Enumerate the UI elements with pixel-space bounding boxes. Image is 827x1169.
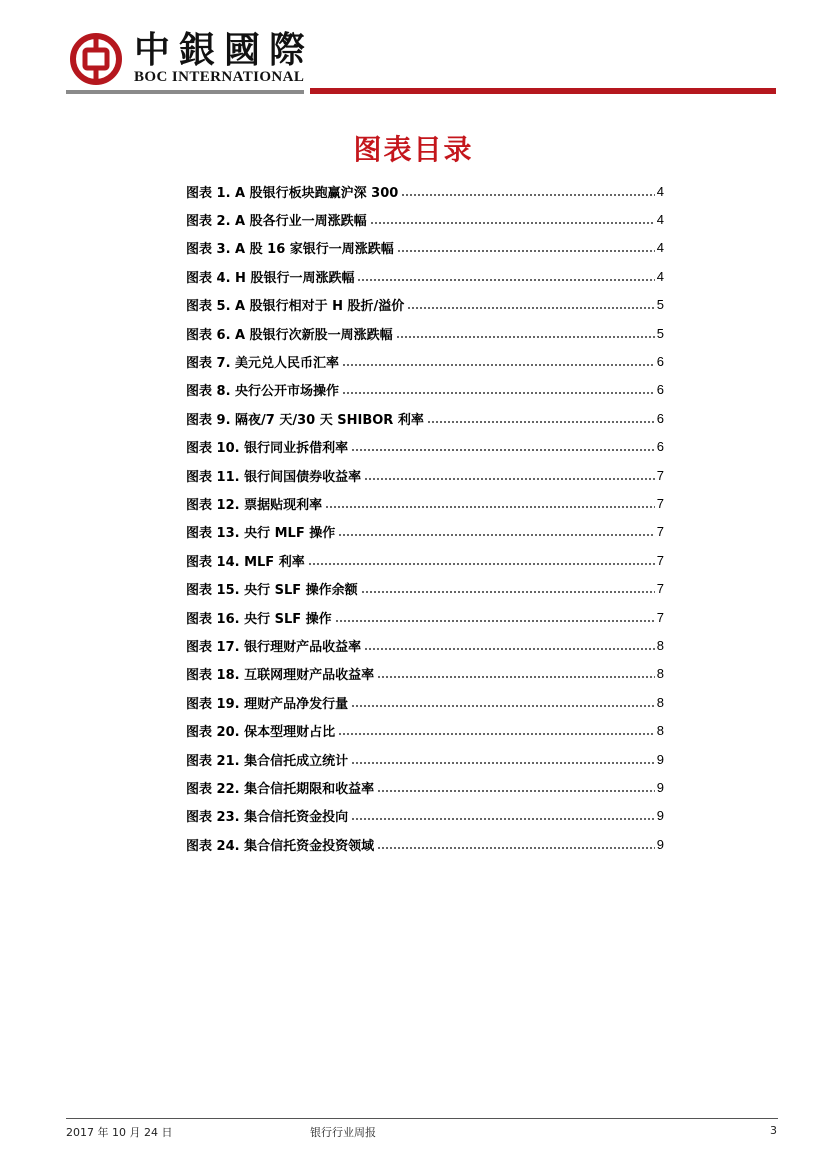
toc-leader-dots xyxy=(338,733,655,735)
toc-entry[interactable] xyxy=(186,376,664,404)
toc-entry-page: 9 xyxy=(656,836,664,852)
toc-entry-label: 图表 14. MLF 利率 xyxy=(186,554,305,570)
toc-entry-label: 图表 10. 银行同业拆借利率 xyxy=(186,441,349,457)
toc-entry-label: 图表 19. 理财产品净发行量 xyxy=(186,696,349,712)
toc-entry-page: 7 xyxy=(656,467,664,483)
toc-entry-label: 图表 18. 互联网理财产品收益率 xyxy=(186,668,375,684)
toc-leader-dots xyxy=(342,392,655,394)
toc-leader-dots xyxy=(351,705,655,707)
toc-entry-page: 9 xyxy=(656,779,664,795)
toc-entry-page: 5 xyxy=(656,325,664,341)
toc-entry-label: 图表 4. H 股银行一周涨跌幅 xyxy=(186,270,355,286)
toc-entry-page: 7 xyxy=(656,581,664,597)
toc-entry-page: 8 xyxy=(656,637,664,653)
toc-leader-dots xyxy=(407,307,654,309)
toc-entry[interactable] xyxy=(186,688,664,716)
toc-leader-dots xyxy=(361,591,655,593)
toc-leader-dots xyxy=(377,676,655,678)
toc-entry-page: 7 xyxy=(656,524,664,540)
header-rule-red xyxy=(310,88,776,94)
toc-leader-dots xyxy=(308,563,655,565)
toc-entry-label: 图表 20. 保本型理财占比 xyxy=(186,725,336,741)
toc-entry[interactable] xyxy=(186,745,664,773)
toc-leader-dots xyxy=(364,478,655,480)
toc-entry[interactable] xyxy=(186,518,664,546)
toc-leader-dots xyxy=(401,194,654,196)
toc-leader-dots xyxy=(370,222,655,224)
toc-entry-label: 图表 16. 央行 SLF 操作 xyxy=(186,611,332,627)
toc-entry[interactable] xyxy=(186,802,664,830)
toc-leader-dots xyxy=(377,847,655,849)
toc-entry[interactable] xyxy=(186,574,664,602)
toc-entry[interactable] xyxy=(186,461,664,489)
toc-leader-dots xyxy=(364,648,655,650)
toc-entry[interactable] xyxy=(186,830,664,858)
footer-date: 2017 年 10 月 24 日 xyxy=(66,1126,173,1139)
toc-entry-page: 5 xyxy=(656,297,664,313)
page-header xyxy=(66,30,778,100)
toc-entry-label: 图表 3. A 股 16 家银行一周涨跌幅 xyxy=(186,242,394,258)
toc-entry-label: 图表 2. A 股各行业一周涨跌幅 xyxy=(186,214,367,230)
toc-leader-dots xyxy=(325,506,655,508)
toc-entry-label: 图表 21. 集合信托成立统计 xyxy=(186,753,349,769)
toc-entry[interactable] xyxy=(186,716,664,744)
toc-entry-label: 图表 9. 隔夜/7 天/30 天 SHIBOR 利率 xyxy=(186,412,424,428)
toc-leader-dots xyxy=(335,620,655,622)
toc-entry-page: 6 xyxy=(656,439,664,455)
toc-leader-dots xyxy=(338,534,655,536)
toc-entry-page: 6 xyxy=(656,354,664,370)
toc-entry-page: 4 xyxy=(656,212,664,228)
toc-entry-page: 8 xyxy=(656,723,664,739)
toc-entry-page: 8 xyxy=(656,666,664,682)
toc-leader-dots xyxy=(351,818,655,820)
toc-entry-page: 4 xyxy=(656,240,664,256)
toc-entry[interactable] xyxy=(186,603,664,631)
toc-entry[interactable] xyxy=(186,234,664,262)
toc-entry[interactable] xyxy=(186,489,664,517)
toc-entry[interactable] xyxy=(186,347,664,375)
toc-entry[interactable] xyxy=(186,404,664,432)
footer-rule xyxy=(66,1118,778,1119)
toc-entry-label: 图表 7. 美元兑人民币汇率 xyxy=(186,356,340,372)
toc-leader-dots xyxy=(351,762,655,764)
toc-entry[interactable] xyxy=(186,319,664,347)
toc-entry-label: 图表 24. 集合信托资金投资领域 xyxy=(186,838,375,854)
toc-leader-dots xyxy=(396,336,655,338)
toc-entry[interactable] xyxy=(186,177,664,205)
toc-entry-label: 图表 8. 央行公开市场操作 xyxy=(186,384,340,400)
toc-leader-dots xyxy=(351,449,655,451)
toc-leader-dots xyxy=(342,364,655,366)
toc-entry-page: 6 xyxy=(656,382,664,398)
toc-entry-label: 图表 11. 银行间国债券收益率 xyxy=(186,469,362,485)
footer-report-name: 银行行业周报 xyxy=(310,1126,376,1139)
toc-entry[interactable] xyxy=(186,546,664,574)
toc-entry-page: 9 xyxy=(656,808,664,824)
header-rule-gray xyxy=(66,90,304,94)
boc-logo-icon xyxy=(70,33,122,85)
toc-entry[interactable] xyxy=(186,773,664,801)
toc-entry-label: 图表 5. A 股银行相对于 H 股折/溢价 xyxy=(186,299,405,315)
toc-entry-label: 图表 17. 银行理财产品收益率 xyxy=(186,639,362,655)
toc-entry-page: 7 xyxy=(656,495,664,511)
toc-entry-page: 7 xyxy=(656,609,664,625)
toc-leader-dots xyxy=(427,421,655,423)
footer-page-number: 3 xyxy=(770,1124,777,1137)
toc-leader-dots xyxy=(397,250,655,252)
toc-title: 图表目录 xyxy=(353,133,474,166)
toc-entry-label: 图表 13. 央行 MLF 操作 xyxy=(186,526,336,542)
toc-entry[interactable] xyxy=(186,660,664,688)
toc-list xyxy=(186,177,664,858)
logo-english-name: BOC INTERNATIONAL xyxy=(134,69,305,85)
toc-entry-page: 9 xyxy=(656,751,664,767)
toc-entry-page: 7 xyxy=(656,552,664,568)
toc-entry[interactable] xyxy=(186,291,664,319)
toc-entry[interactable] xyxy=(186,631,664,659)
toc-leader-dots xyxy=(357,279,654,281)
toc-entry-label: 图表 22. 集合信托期限和收益率 xyxy=(186,781,375,797)
toc-entry[interactable] xyxy=(186,433,664,461)
logo-chinese-name: 中銀國際 xyxy=(134,29,315,71)
toc-entry-label: 图表 12. 票据贴现利率 xyxy=(186,497,323,513)
toc-entry-page: 6 xyxy=(656,410,664,426)
toc-entry-page: 4 xyxy=(656,268,664,284)
toc-entry-label: 图表 23. 集合信托资金投向 xyxy=(186,810,349,826)
toc-leader-dots xyxy=(377,790,655,792)
toc-entry-label: 图表 15. 央行 SLF 操作余额 xyxy=(186,583,358,599)
toc-entry-page: 4 xyxy=(656,183,664,199)
toc-entry[interactable] xyxy=(186,205,664,233)
toc-entry[interactable] xyxy=(186,262,664,290)
toc-entry-page: 8 xyxy=(656,694,664,710)
toc-entry-label: 图表 6. A 股银行次新股一周涨跌幅 xyxy=(186,327,393,343)
toc-entry-label: 图表 1. A 股银行板块跑赢沪深 300 xyxy=(186,185,399,201)
